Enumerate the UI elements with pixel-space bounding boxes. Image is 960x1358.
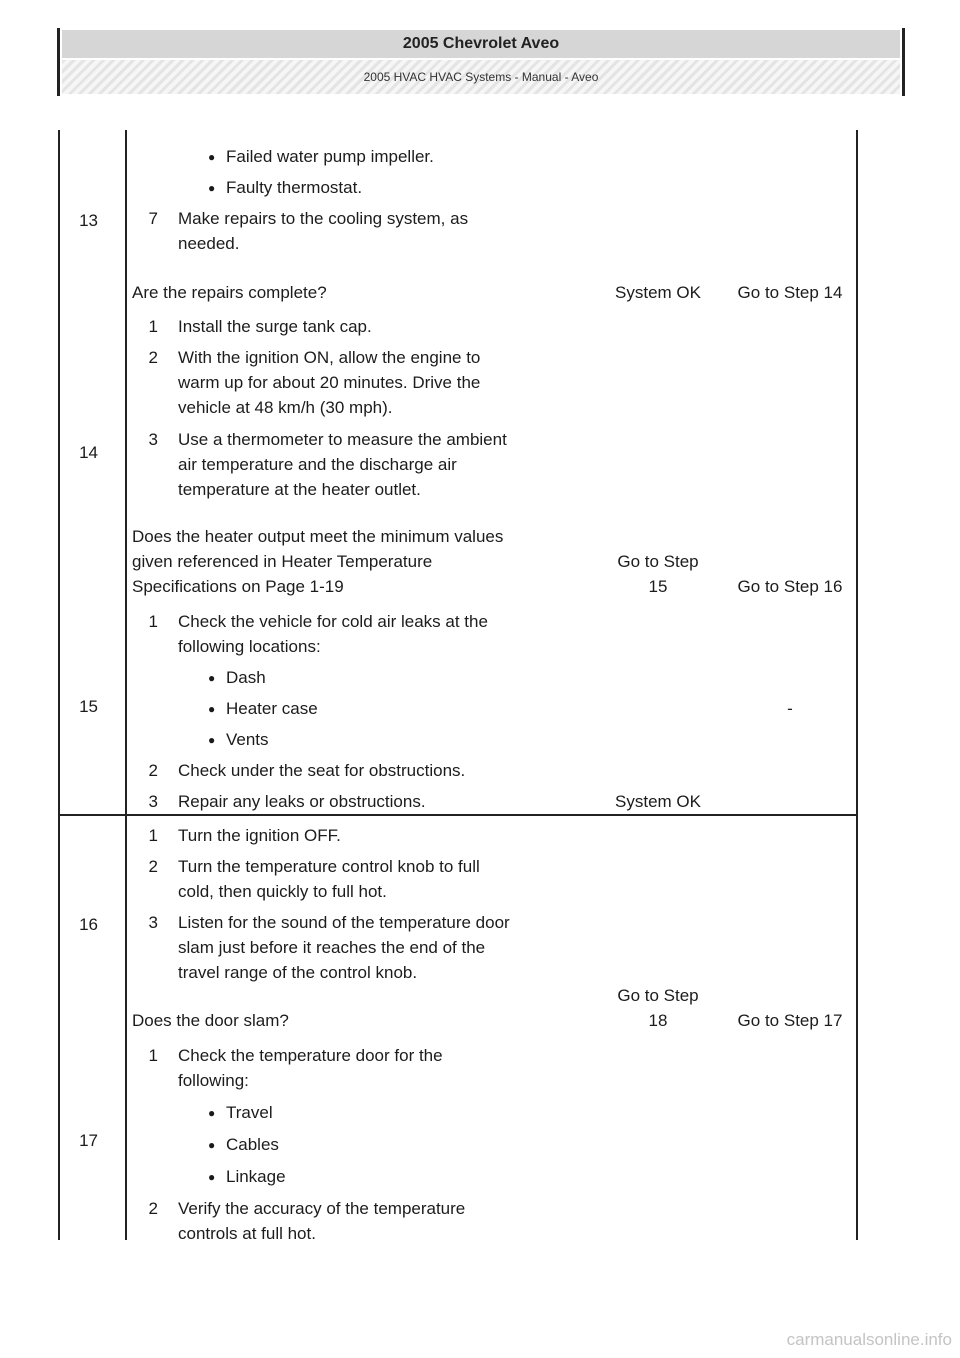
bullet-icon: ● [208,733,216,747]
list-item: Cables [226,1135,279,1154]
instruction-line: temperature at the heater outlet. [178,480,421,499]
bullet-icon: ● [208,1138,216,1152]
instruction-line: With the ignition ON, allow the engine to [178,348,481,367]
step-number: 13 [79,211,98,230]
list-item: Linkage [226,1167,286,1186]
instruction-line: Turn the temperature control knob to full [178,857,480,876]
instruction-number: 3 [148,792,158,811]
answer-yes: 18 [648,1011,668,1030]
instruction-number: 2 [148,857,158,876]
instruction-line: travel range of the control knob. [178,963,418,982]
instruction-line: controls at full hot. [178,1224,316,1243]
instruction-number: 1 [148,1046,158,1065]
instruction-number: 3 [148,913,158,932]
question-text: Specifications on Page 1-19 [132,577,344,596]
instruction-line: Turn the ignition OFF. [178,826,341,845]
bullet-icon: ● [208,181,216,195]
instruction-line: slam just before it reaches the end of the [178,938,486,957]
watermark-text: carmanualsonline.info [786,1330,952,1349]
answer-yes: System OK [615,283,701,302]
bullet-icon: ● [208,671,216,685]
instruction-line: Make repairs to the cooling system, as [178,209,469,228]
instruction-line: Check under the seat for obstructions. [178,761,466,780]
bullet-icon: ● [208,1170,216,1184]
instruction-number: 1 [148,317,158,336]
answer-no: Go to Step 16 [737,577,843,596]
step-number: 15 [79,697,98,716]
list-item: Travel [226,1103,273,1122]
instruction-number: 7 [148,209,158,228]
step-number: 14 [79,443,98,462]
instruction-number: 2 [148,761,158,780]
bullet-icon: ● [208,702,216,716]
instruction-line: Verify the accuracy of the temperature [178,1199,466,1218]
instruction-line: Listen for the sound of the temperature door [178,913,510,932]
list-item: Faulty thermostat. [226,178,363,197]
question-text: Does the heater output meet the minimum values [132,527,504,546]
question-text: Are the repairs complete? [132,283,327,302]
answer-no: Go to Step 14 [737,283,843,302]
answer-yes: System OK [615,792,701,811]
instruction-line: Install the surge tank cap. [178,317,372,336]
instruction-line: air temperature and the discharge air [178,455,457,474]
answer-no: Go to Step 17 [737,1011,843,1030]
instruction-number: 3 [148,430,158,449]
instruction-line: following: [178,1071,249,1090]
instruction-line: warm up for about 20 minutes. Drive the [178,373,481,392]
instruction-number: 1 [148,612,158,631]
list-item: Vents [226,730,269,749]
header-border-left [57,28,60,96]
question-text: Does the door slam? [132,1011,289,1030]
instruction-line: Repair any leaks or obstructions. [178,792,426,811]
table-border-left [58,130,60,1240]
answer-yes: 15 [648,577,668,596]
instruction-line: Use a thermometer to measure the ambient [178,430,507,449]
instruction-line: Check the temperature door for the [178,1046,443,1065]
header-border-right [902,28,905,96]
bullet-icon: ● [208,150,216,164]
list-item: Dash [226,668,266,687]
instruction-line: cold, then quickly to full hot. [178,882,387,901]
instruction-line: needed. [178,234,240,253]
step-number: 16 [79,915,98,934]
step-number: 17 [79,1131,98,1150]
list-item: Heater case [226,699,318,718]
question-text: given referenced in Heater Temperature [132,552,433,571]
answer-no: - [787,699,793,718]
answer-yes: Go to Step [617,986,699,1005]
instruction-line: Check the vehicle for cold air leaks at the [178,612,488,631]
page-title: 2005 Chevrolet Aveo [62,30,900,58]
instruction-line: vehicle at 48 km/h (30 mph). [178,398,393,417]
bullet-icon: ● [208,1106,216,1120]
instruction-line: following locations: [178,637,321,656]
instruction-number: 2 [148,348,158,367]
instruction-number: 2 [148,1199,158,1218]
page-subtitle: 2005 HVAC HVAC Systems - Manual - Aveo [62,60,900,94]
instruction-number: 1 [148,826,158,845]
list-item: Failed water pump impeller. [226,147,434,166]
answer-yes: Go to Step [617,552,699,571]
column-divider-step [125,130,127,1240]
